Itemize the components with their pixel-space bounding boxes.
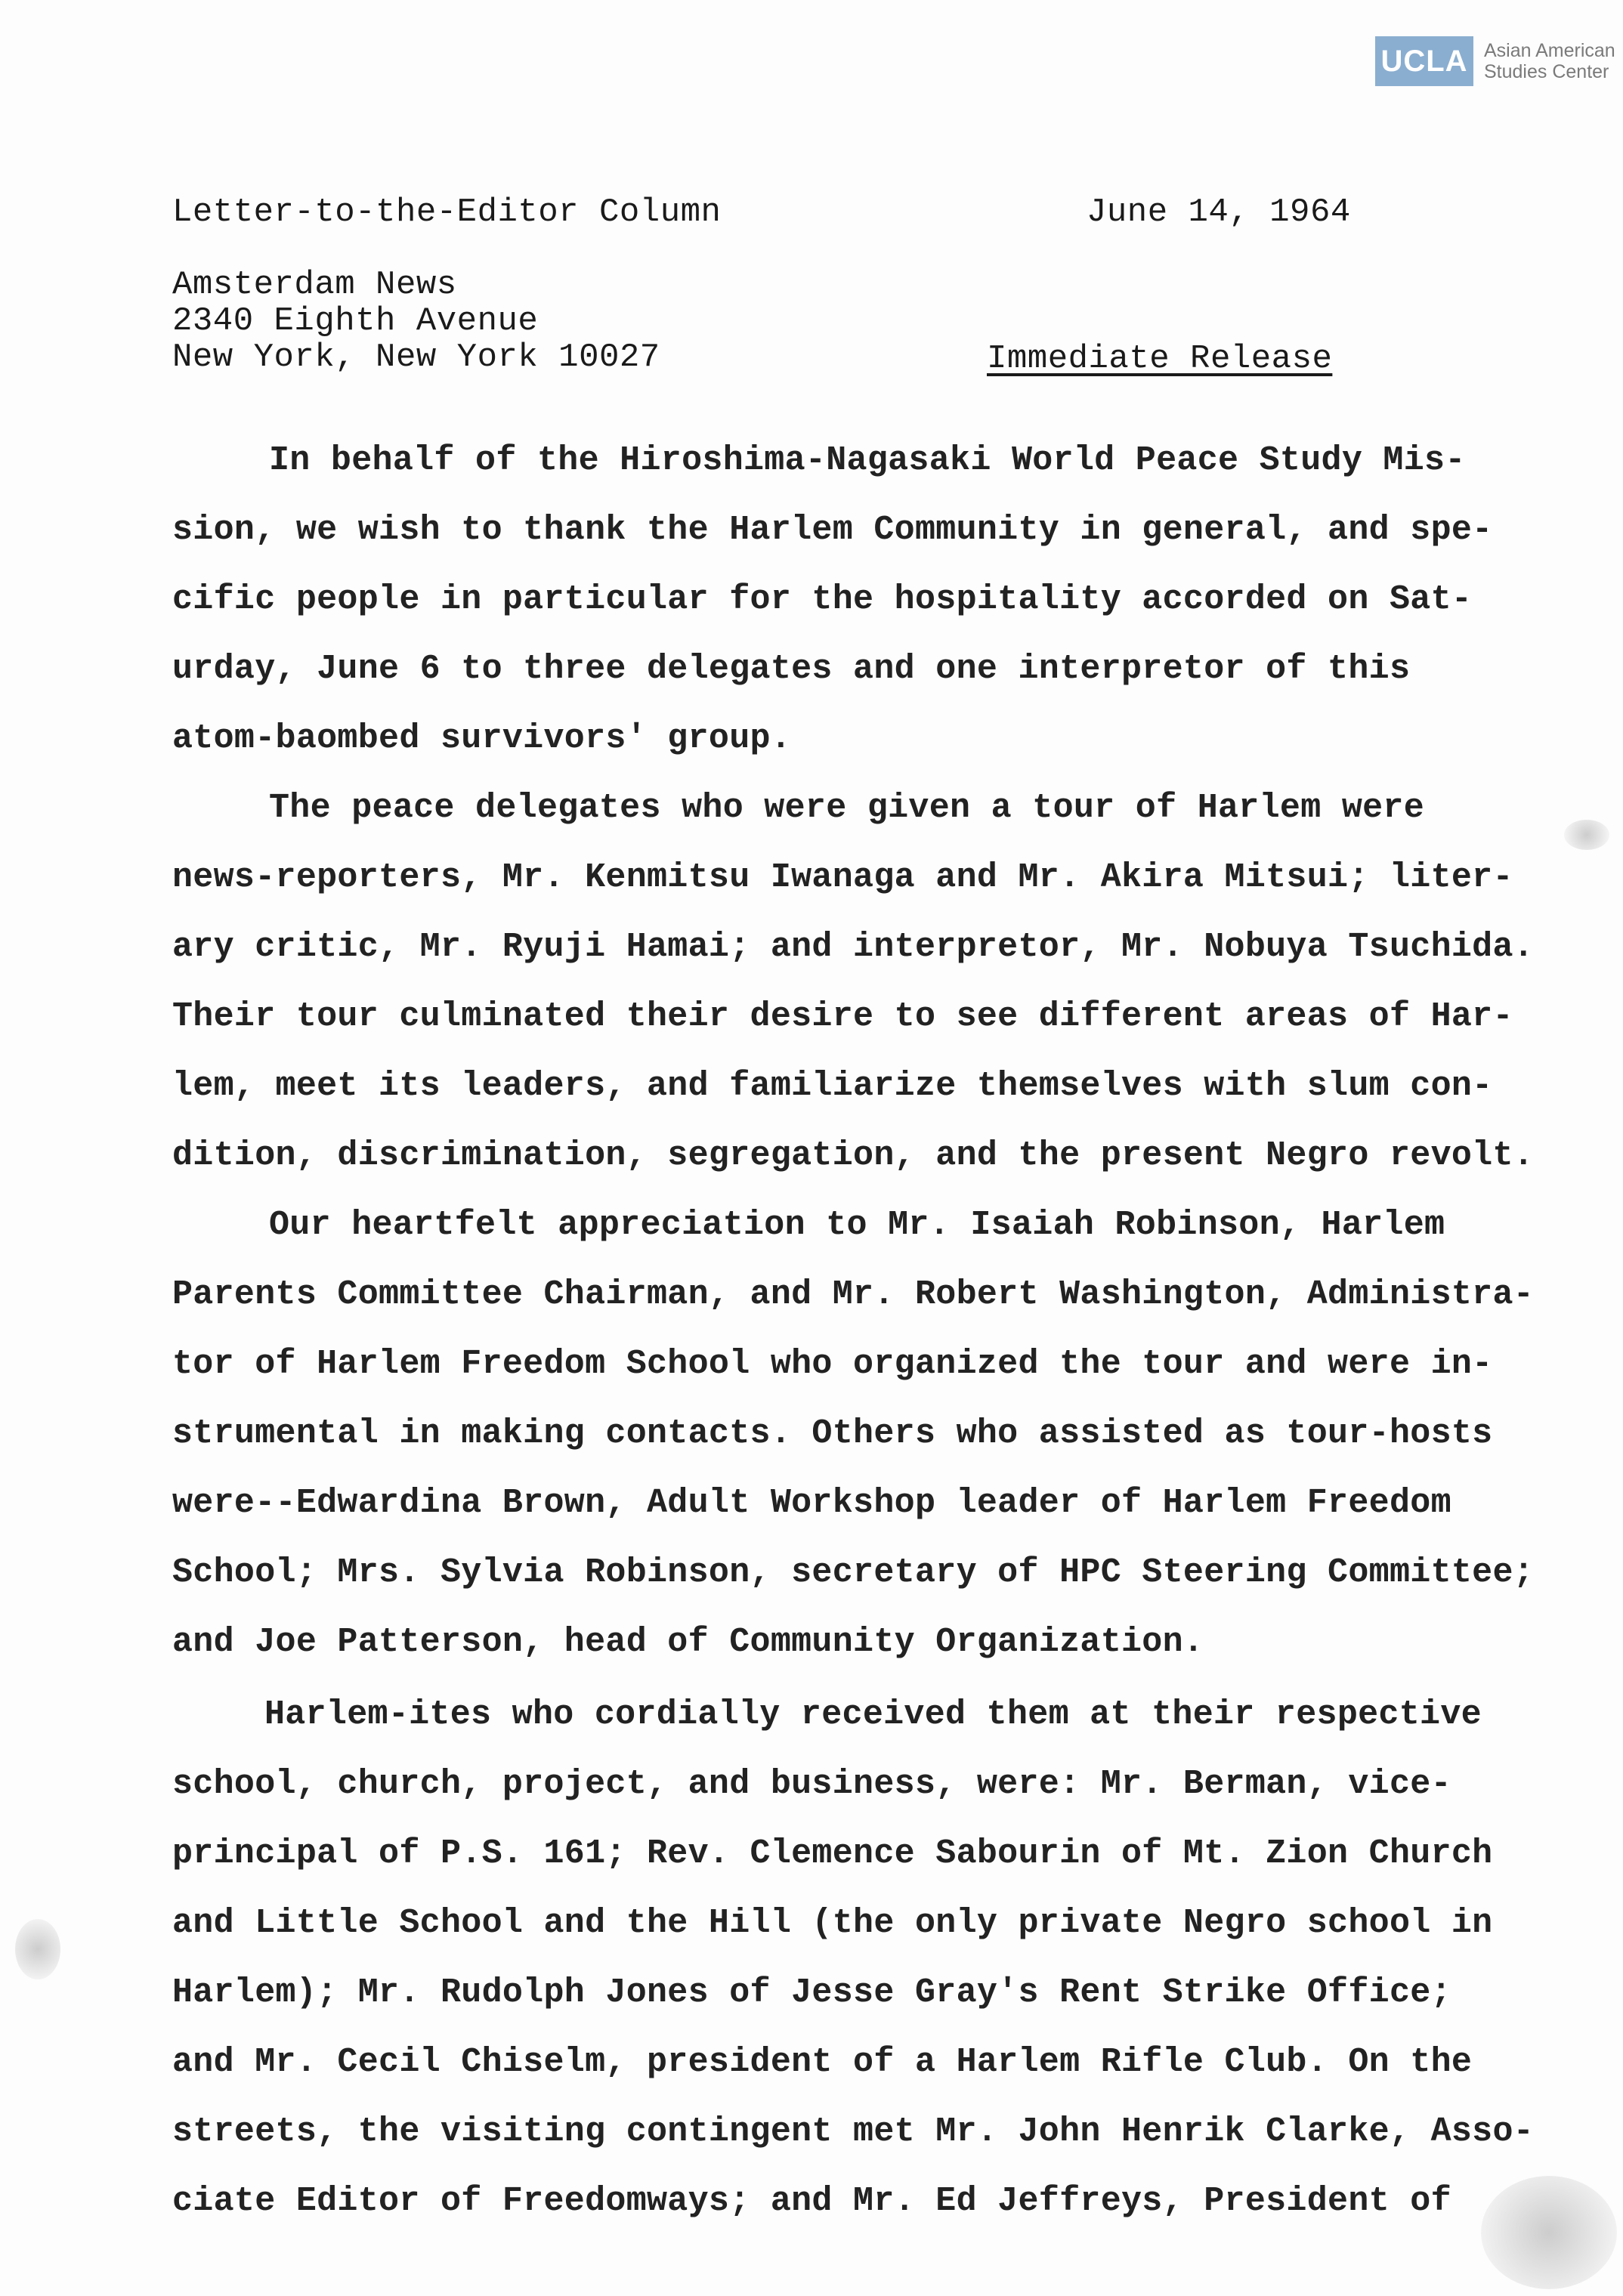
logo-caption-line-2: Studies Center [1484, 61, 1609, 82]
body-line: school, church, project, and business, were: Mr. Berman, vice- [172, 1765, 1451, 1803]
body-line: strumental in making contacts. Others who assisted as tour-hosts [172, 1414, 1493, 1453]
scan-smudge [15, 1919, 60, 1979]
recipient-city: New York, New York 10027 [172, 338, 660, 376]
body-line: streets, the visiting contingent met Mr. John Henrik Clarke, Asso- [172, 2112, 1535, 2151]
body-line: Our heartfelt appreciation to Mr. Isaiah Robinson, Harlem [269, 1206, 1445, 1244]
body-line: principal of P.S. 161; Rev. Clemence Sabourin of Mt. Zion Church [172, 1834, 1493, 1873]
body-line: The peace delegates who were given a tour of Harlem were [269, 789, 1425, 827]
body-line: School; Mrs. Sylvia Robinson, secretary of HPC Steering Committee; [172, 1553, 1535, 1592]
body-line: cific people in particular for the hospitality accorded on Sat- [172, 580, 1473, 619]
body-line: were--Edwardina Brown, Adult Workshop leader of Harlem Freedom [172, 1484, 1451, 1522]
recipient-street: 2340 Eighth Avenue [172, 302, 539, 340]
scan-smudge [1564, 820, 1609, 850]
body-line: tor of Harlem Freedom School who organized the tour and were in- [172, 1345, 1493, 1383]
ucla-logo-mark: UCLA [1375, 36, 1473, 86]
body-line: and Little School and the Hill (the only private Negro school in [172, 1904, 1493, 1942]
body-line: and Joe Patterson, head of Community Organization. [172, 1623, 1204, 1661]
body-line: dition, discrimination, segregation, and the present Negro revolt. [172, 1136, 1535, 1175]
body-line: Their tour culminated their desire to see different areas of Har- [172, 997, 1513, 1036]
body-line: Harlem); Mr. Rudolph Jones of Jesse Gray's Rent Strike Office; [172, 1973, 1451, 2012]
body-line: urday, June 6 to three delegates and one interpretor of this [172, 650, 1411, 688]
body-line: and Mr. Cecil Chiselm, president of a Harlem Rifle Club. On the [172, 2043, 1473, 2081]
ucla-logo [1375, 36, 1615, 86]
body-line: atom-baombed survivors' group. [172, 719, 792, 758]
body-line: news-reporters, Mr. Kenmitsu Iwanaga and Mr. Akira Mitsui; liter- [172, 858, 1513, 897]
body-line: lem, meet its leaders, and familiarize themselves with slum con- [172, 1067, 1493, 1105]
body-line: sion, we wish to thank the Harlem Community in general, and spe- [172, 511, 1493, 549]
release-notice: Immediate Release [987, 340, 1333, 378]
body-line: Parents Committee Chairman, and Mr. Robert Washington, Administra- [172, 1275, 1535, 1314]
body-line: Harlem-ites who cordially received them at their respective [264, 1695, 1482, 1734]
body-line: ary critic, Mr. Ryuji Hamai; and interpretor, Mr. Nobuya Tsuchida. [172, 928, 1535, 966]
body-line: In behalf of the Hiroshima-Nagasaki World Peace Study Mis- [269, 441, 1466, 480]
body-line: ciate Editor of Freedomways; and Mr. Ed Jeffreys, President of [172, 2182, 1451, 2220]
logo-caption [1484, 40, 1615, 82]
logo-caption-line-1: Asian American [1484, 40, 1615, 61]
scan-smudge [1481, 2176, 1617, 2289]
column-heading: Letter-to-the-Editor Column [172, 193, 722, 231]
letter-date: June 14, 1964 [1087, 193, 1351, 231]
recipient-name: Amsterdam News [172, 266, 457, 304]
